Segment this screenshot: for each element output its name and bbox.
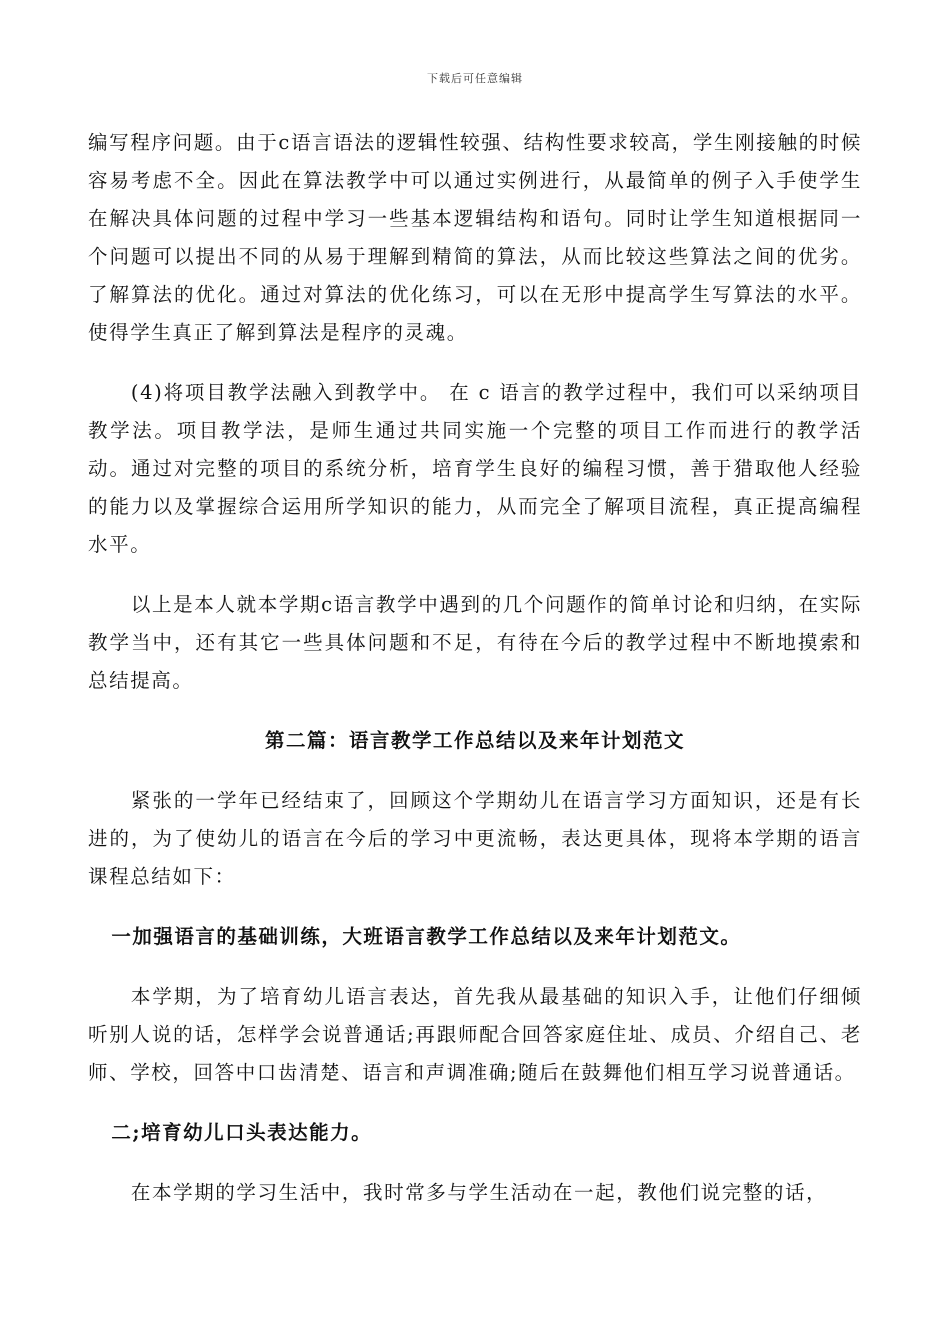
subtitle-basic-training: 一加强语言的基础训练，大班语言教学工作总结以及来年计划范文。 [111,925,742,948]
paragraph-summary: 以上是本人就本学期c语言教学中遇到的几个问题作的简单讨论和归纳，在实际教学当中，还有其它一些具体问题和不足，有待在今后的教学过程中不断地摸索和总结提高。 [88,593,862,692]
paragraph-basic-training: 本学期，为了培育幼儿语言表达，首先我从最基础的知识入手，让他们仔细倾听别人说的话，怎样学会说普通话;再跟师配合回答家庭住址、成员、介绍自己、老师、学校，回答中口齿清楚、语言和声调准确;随后在鼓舞他们相互学习说普通话。 [88,985,862,1084]
subtitle-oral-expression: 二;培育幼儿口头表达能力。 [111,1121,373,1144]
paragraph-oral-expression: 在本学期的学习生活中，我时常多与学生活动在一起，教他们说完整的话， [130,1181,828,1204]
document-body [88,124,862,1212]
page-header: 下载后可任意编辑 [427,72,523,85]
paragraph-algorithm-teaching: 编写程序问题。由于c语言语法的逻辑性较强、结构性要求较高，学生刚接触的时候容易考虑不全。因此在算法教学中可以通过实例进行，从最简单的例子入手使学生在解决具体问题的过程中学习一些基本逻辑结构和语句。同时让学生知道根据同一个问题可以提出不同的从易于理解到精简的算法，从而比较这些算法之间的优劣。了解算法的优化。通过对算法的优化练习，可以在无形中提高学生写算法的水平。使得学生真正了解到算法是程序的灵魂。 [88,131,862,344]
paragraph-project-teaching: (4)将项目教学法融入到教学中。 在 c 语言的教学过程中，我们可以采纳项目教学法。项目教学法，是师生通过共同实施一个完整的项目工作而进行的教学活动。通过对完整的项目的系统分析，培育学生良好的编程习惯，善于猎取他人经验的能力以及掌握综合运用所学知识的能力，从而完全了解项目流程，真正提高编程水平。 [88,381,862,556]
section-title: 第二篇：语言教学工作总结以及来年计划范文 [264,729,685,752]
paragraph-intro: 紧张的一学年已经结束了，回顾这个学期幼儿在语言学习方面知识，还是有长进的，为了使幼儿的语言在今后的学习中更流畅，表达更具体，现将本学期的语言课程总结如下： [88,789,862,888]
